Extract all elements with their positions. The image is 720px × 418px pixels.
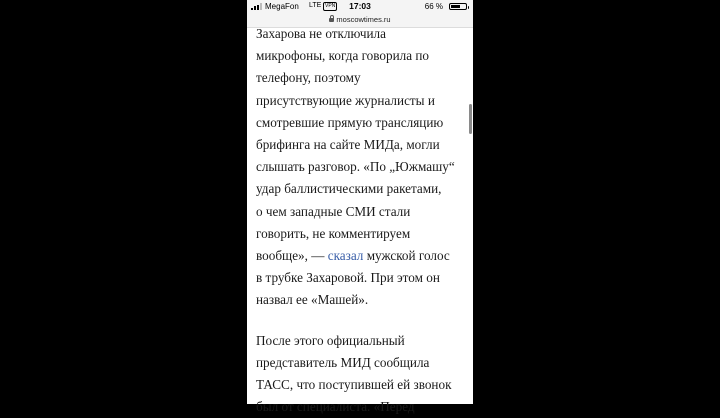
text-line: ТАСС, что поступившей ей звонок [256,377,452,393]
battery-level-fill [451,5,460,8]
vpn-badge: VPN [325,3,336,9]
battery-nub [468,6,470,9]
text-line: Захарова не отключила [256,26,386,41]
lock-icon [329,18,334,22]
status-time: 17:03 [349,1,371,11]
text-line: слышать разговор. «По „Южмашу“ [256,159,455,175]
text-line: о чем западные СМИ стали [256,203,411,219]
article-paragraph-2 [256,330,466,418]
network-type: LTE [309,2,322,9]
text-line: телефону, поэтому [256,70,361,86]
scroll-indicator[interactable] [469,104,472,134]
text-line: говорить, не комментируем [256,225,411,241]
text-line: был от специалиста. «Перед [256,399,415,415]
url-text: moscowtimes.ru [336,15,391,24]
battery-icon [449,3,467,10]
phone-screen [247,0,473,415]
text-line: присутствующие журналисты и [256,92,435,108]
text-line: После этого официальный [256,332,405,348]
text-line: представитель МИД сообщила [256,354,430,370]
text-line: микрофоны, когда говорила по [256,48,430,64]
text-line: смотревшие прямую трансляцию [256,114,444,130]
article-body [256,23,466,418]
text-line: назвал ее «Машей». [256,292,369,308]
text-fragment: мужской голос [363,248,450,264]
carrier-name: MegaFon [265,2,299,11]
text-line: удар баллистическими ракетами, [256,181,442,197]
status-bar [247,0,473,14]
text-fragment: вообще», — [256,248,328,264]
battery-percent: 66 % [424,2,443,11]
article-link-skazal[interactable]: сказал [327,248,364,264]
text-line: в трубке Захаровой. При этом он [256,270,440,286]
paragraph-gap [256,312,466,330]
text-line-with-link [256,245,466,267]
text-line: брифинга на сайте МИДа, могли [256,137,440,153]
article-paragraph-1 [256,23,466,312]
